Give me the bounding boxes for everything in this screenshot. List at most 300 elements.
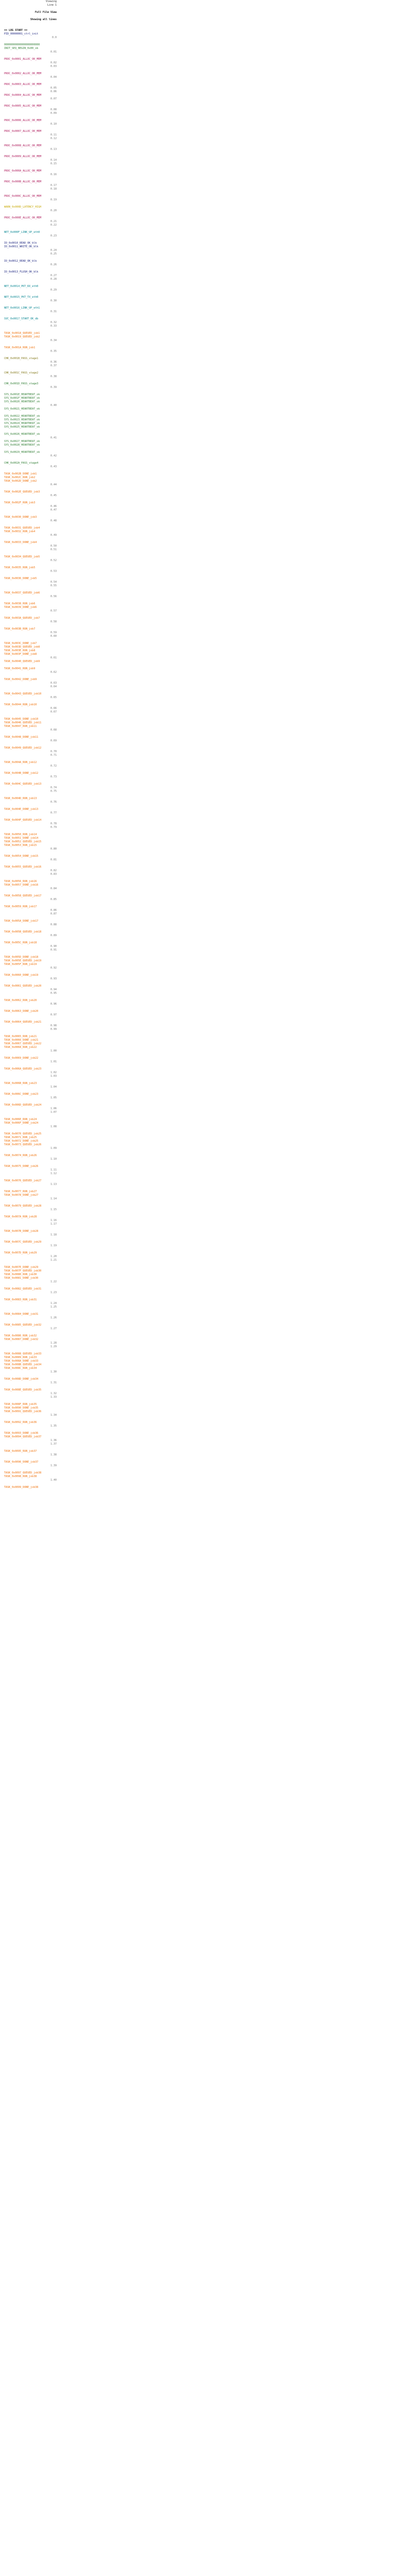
log-blank (4, 69, 61, 72)
log-timestamp: 0.96 (50, 1003, 57, 1006)
log-timestamp: 0.19 (50, 198, 57, 201)
log-line: TASK_0x004D_RUN_job13 (4, 797, 37, 800)
log-line: PROC_0x0004_ALLOC_OK_MEM (4, 94, 42, 97)
log-line: TASK_0x0076_QUEUED_job27 (4, 1179, 42, 1182)
log-line: TASK_0x005E_QUEUED_job19 (4, 959, 42, 962)
log-timestamp: 1.39 (50, 1464, 57, 1467)
log-line: WARN_0x000D_LATENCY_HIGH (4, 206, 42, 209)
log-timestamp: 0.05 (50, 87, 57, 90)
log-line: TASK_0x003F_DONE_job8 (4, 653, 37, 656)
log-line: SYS_0x001E_HEARTBEAT_ok (4, 393, 40, 396)
log-timestamp: 0.89 (50, 934, 57, 937)
log-blank (4, 523, 61, 527)
log-line: TASK_0x002F_RUN_job3 (4, 501, 36, 504)
log-line: SYS_0x0026_HEARTBEAT_ok (4, 433, 40, 436)
log-blank (4, 1237, 61, 1241)
log-timestamp: 1.20 (50, 1255, 57, 1258)
log-timestamp: 0.06 (50, 90, 57, 93)
log-blank (4, 177, 61, 180)
log-timestamp: 0.38 (50, 375, 57, 378)
log-line: TASK_0x001A_RUN_job1 (4, 346, 36, 349)
log-line: TASK_0x004E_DONE_job13 (4, 808, 39, 811)
log-timestamp: 1.01 (50, 1060, 57, 1063)
log-blank (4, 1385, 61, 1388)
log-blank (4, 552, 61, 555)
log-timestamp: 1.24 (50, 1302, 57, 1305)
viewer-label: Viewing (45, 0, 57, 3)
log-blank (4, 624, 61, 628)
log-line: TASK_0x0047_RUN_job11 (4, 725, 37, 728)
log-timestamp: 0.80 (50, 848, 57, 851)
log-line: TASK_0x0052_QUEUED_job15 (4, 840, 42, 843)
log-blank (4, 151, 61, 155)
log-line: SYS_0x0027_HEARTBEAT_ok (4, 440, 40, 443)
log-timestamp: 0.43 (50, 465, 57, 468)
log-blank (4, 469, 61, 472)
log-line: IO_0x0011_WRITE_OK_blk (4, 245, 39, 248)
log-line: TASK_0x004A_RUN_job12 (4, 761, 37, 764)
log-line: PROC_0x0008_ALLOC_OK_MEM (4, 144, 42, 147)
log-line: TASK_0x006C_DONE_job23 (4, 1093, 39, 1096)
log-line: NET_0x0016_LINK_UP_eth1 (4, 307, 40, 310)
log-timestamp: 1.00 (50, 1049, 57, 1053)
log-line: TASK_0x0073_QUEUED_job26 (4, 1143, 42, 1146)
log-line: TASK_0x0050_RUN_job14 (4, 833, 37, 836)
log-blank (4, 1176, 61, 1179)
log-timestamp: 0.78 (50, 822, 57, 825)
log-timestamp: 1.02 (50, 1071, 57, 1074)
log-blank (4, 1212, 61, 1215)
log-line: TASK_0x0064_QUEUED_job21 (4, 1021, 42, 1024)
log-timestamp: 0.39 (50, 386, 57, 389)
log-line: TASK_0x0044_RUN_job10 (4, 703, 37, 706)
log-line: TASK_0x006D_QUEUED_job24 (4, 1104, 42, 1107)
log-line: TASK_0x002B_DONE_job1 (4, 472, 37, 476)
log-line: TASK_0x0071_RUN_job25 (4, 1136, 37, 1139)
log-line: TASK_0x0093_DONE_job36 (4, 1432, 39, 1435)
log-blank (4, 1064, 61, 1067)
log-timestamp: 0.13 (50, 148, 57, 151)
log-timestamp: 0.76 (50, 801, 57, 804)
log-line: TASK_0x0043_QUEUED_job10 (4, 692, 42, 696)
log-timestamp: 0.93 (50, 977, 57, 980)
log-line: TASK_0x0040_QUEUED_job9 (4, 660, 40, 663)
log-blank (4, 995, 61, 999)
log-blank (4, 353, 61, 357)
log-line: TASK_0x0055_QUEUED_job16 (4, 866, 42, 869)
log-timestamp: 1.06 (50, 1107, 57, 1110)
log-line: TASK_0x002D_DONE_job2 (4, 480, 37, 483)
log-line: TASK_0x0068_RUN_job22 (4, 1046, 37, 1049)
log-timestamp: 0.99 (50, 1028, 57, 1031)
log-line: TASK_0x0065_RUN_job21 (4, 1035, 37, 1038)
log-line: TASK_0x0096_DONE_job37 (4, 1461, 39, 1464)
log-line: TASK_0x008C_RUN_job34 (4, 1367, 37, 1370)
log-blank (4, 952, 61, 956)
log-blank (4, 328, 61, 332)
log-blank (4, 447, 61, 451)
log-timestamp: 0.01 (50, 50, 57, 54)
log-timestamp: 0.74 (50, 786, 57, 789)
log-timestamp: 0.88 (50, 923, 57, 926)
log-line: TASK_0x0072_DONE_job25 (4, 1140, 39, 1143)
log-line: SYS_0x0029_HEARTBEAT_ok (4, 451, 40, 454)
log-timestamp: 0.86 (50, 909, 57, 912)
log-blank (4, 191, 61, 195)
log-line: TASK_0x0099_DONE_job38 (4, 1486, 39, 1489)
log-line: CHK_0x001B_PASS_stage1 (4, 357, 39, 360)
log-line: TASK_0x0087_DONE_job32 (4, 1338, 39, 1341)
log-line: TASK_0x005F_RUN_job19 (4, 963, 37, 966)
log-blank (4, 938, 61, 941)
log-line: TASK_0x007A_RUN_job28 (4, 1215, 37, 1218)
log-blank (4, 227, 61, 231)
log-line: SVC_0x0017_START_OK_db (4, 317, 39, 320)
log-line: TASK_0x005C_RUN_job18 (4, 941, 37, 944)
log-line: TASK_0x008E_QUEUED_job35 (4, 1388, 42, 1392)
log-line: TASK_0x0060_DONE_job19 (4, 974, 39, 977)
log-line: TASK_0x0035_RUN_job5 (4, 566, 36, 569)
log-timestamp: 0.30 (50, 299, 57, 302)
log-line: TASK_0x0083_RUN_job31 (4, 1298, 37, 1301)
log-timestamp: 0.61 (50, 656, 57, 659)
log-column (4, 0, 61, 1489)
log-line: SYS_0x0024_HEARTBEAT_ok (4, 422, 40, 425)
log-line: SYS_0x001F_HEARTBEAT_ok (4, 397, 40, 400)
log-timestamp: 0.12 (50, 137, 57, 140)
log-timestamp: 0.23 (50, 234, 57, 238)
log-timestamp: 0.24 (50, 249, 57, 252)
log-line: TASK_0x0090_DONE_job35 (4, 1406, 39, 1410)
log-timestamp: 0.25 (50, 252, 57, 256)
log-line: TASK_0x003A_QUEUED_job7 (4, 617, 40, 620)
log-blank (4, 743, 61, 747)
log-blank (4, 458, 61, 462)
log-line: TASK_0x0038_RUN_job6 (4, 602, 36, 605)
log-blank (4, 862, 61, 866)
log-timestamp: 0.70 (50, 750, 57, 753)
log-line: CHK_0x001C_PASS_stage2 (4, 371, 39, 375)
log-line: TASK_0x0089_RUN_job33 (4, 1356, 37, 1359)
log-blank (4, 281, 61, 285)
log-timestamp: 1.19 (50, 1244, 57, 1247)
log-timestamp: 1.35 (50, 1425, 57, 1428)
log-line: TASK_0x0054_DONE_job15 (4, 855, 39, 858)
log-timestamp: 1.37 (50, 1443, 57, 1446)
log-timestamp: 0.45 (50, 494, 57, 497)
log-timestamp: 0.58 (50, 620, 57, 623)
log-blank (4, 1100, 61, 1104)
log-blank (4, 303, 61, 307)
log-line: TASK_0x0098_RUN_job38 (4, 1475, 37, 1478)
log-line: SYS_0x0021_HEARTBEAT_ok (4, 408, 40, 411)
log-blank (4, 927, 61, 930)
log-blank (4, 166, 61, 170)
log-blank (4, 141, 61, 144)
log-blank (4, 829, 61, 833)
log-timestamp: 0.95 (50, 992, 57, 995)
log-line: PROC_0x000E_ALLOC_OK_MEM (4, 216, 42, 219)
log-line: TASK_0x0080_RUN_job30 (4, 1273, 37, 1276)
log-blank (4, 314, 61, 317)
log-timestamp: 0.97 (50, 1013, 57, 1016)
log-line: PROC_0x0005_ALLOC_OK_MEM (4, 105, 42, 108)
log-line: TASK_0x002C_RUN_job2 (4, 476, 36, 479)
log-line: CHK_0x001D_PASS_stage3 (4, 382, 39, 385)
log-blank (4, 1129, 61, 1132)
log-line: TASK_0x003B_RUN_job7 (4, 628, 36, 631)
log-timestamp: 1.15 (50, 1208, 57, 1211)
log-line: TASK_0x0069_DONE_job22 (4, 1057, 39, 1060)
log-blank (4, 1031, 61, 1035)
log-timestamp: 0.51 (50, 548, 57, 551)
log-line: TASK_0x0061_QUEUED_job20 (4, 985, 42, 988)
log-line: TASK_0x0031_QUEUED_job4 (4, 527, 40, 530)
log-line: INIT_SEQ_BEGIN_0x00_ok (4, 47, 39, 50)
log-blank (4, 1417, 61, 1421)
log-timestamp: 1.31 (50, 1381, 57, 1384)
log-timestamp: 0.44 (50, 483, 57, 486)
log-timestamp: 1.13 (50, 1183, 57, 1186)
log-line: TASK_0x005A_DONE_job17 (4, 920, 39, 923)
log-timestamp: 0.98 (50, 1024, 57, 1027)
log-line: TASK_0x0070_QUEUED_job25 (4, 1132, 42, 1136)
log-timestamp: 1.26 (50, 1316, 57, 1319)
log-blank (4, 1349, 61, 1352)
log-timestamp: 0.35 (50, 350, 57, 353)
log-line: TASK_0x0051_DONE_job14 (4, 837, 39, 840)
log-timestamp: 0.62 (50, 671, 57, 674)
log-timestamp: 1.32 (50, 1392, 57, 1395)
log-timestamp: 0.03 (50, 65, 57, 68)
log-timestamp: 0.68 (50, 728, 57, 732)
log-timestamp: 1.36 (50, 1439, 57, 1442)
log-timestamp: 0.60 (50, 635, 57, 638)
log-timestamp: 0.36 (50, 361, 57, 364)
log-blank (4, 1446, 61, 1450)
log-timestamp: 1.18 (50, 1233, 57, 1236)
log-line: TASK_0x0094_QUEUED_job37 (4, 1435, 42, 1438)
log-timestamp: 0.64 (50, 685, 57, 688)
log-timestamp: 0.08 (50, 108, 57, 111)
log-timestamp: 0.79 (50, 826, 57, 829)
log-blank (4, 732, 61, 736)
log-line: SYS_0x0020_HEARTBEAT_ok (4, 400, 40, 403)
log-line: TASK_0x0077_RUN_job27 (4, 1190, 37, 1193)
log-blank (4, 1150, 61, 1154)
log-timestamp: 0.75 (50, 790, 57, 793)
log-blank (4, 638, 61, 642)
log-timestamp: 1.22 (50, 1280, 57, 1283)
log-line: IO_0x0012_READ_OK_blk (4, 260, 37, 263)
log-timestamp: 0.94 (50, 988, 57, 991)
log-blank (4, 79, 61, 83)
log-blank (4, 256, 61, 260)
page-subtitle: Showing all lines (30, 18, 57, 21)
log-blank (4, 981, 61, 985)
log-blank (4, 1161, 61, 1165)
log-blank (4, 1457, 61, 1461)
log-line: IO_0x0010_READ_OK_blk (4, 242, 37, 245)
log-line: SYS_0x0025_HEARTBEAT_ok (4, 426, 40, 429)
log-blank (4, 101, 61, 105)
log-blank (4, 411, 61, 415)
log-line: TASK_0x0034_QUEUED_job5 (4, 555, 40, 558)
log-line: TASK_0x0091_QUEUED_job36 (4, 1410, 42, 1413)
log-blank (4, 1226, 61, 1230)
log-line: TASK_0x0059_RUN_job17 (4, 905, 37, 908)
log-line: TASK_0x0037_QUEUED_job6 (4, 591, 40, 595)
log-line: TASK_0x0062_RUN_job20 (4, 999, 37, 1002)
log-timestamp: 0.57 (50, 609, 57, 613)
log-line: TASK_0x0067_QUEUED_job22 (4, 1042, 42, 1045)
log-line: TASK_0x0030_DONE_job3 (4, 516, 37, 519)
log-timestamp: 0.22 (50, 224, 57, 227)
log-line: SYS_0x0023_HEARTBEAT_ok (4, 418, 40, 421)
log-line: TASK_0x0041_RUN_job9 (4, 667, 36, 670)
log-blank (4, 389, 61, 393)
log-blank (4, 368, 61, 371)
log-line: TASK_0x0088_QUEUED_job33 (4, 1352, 42, 1355)
log-blank (4, 1201, 61, 1205)
log-timestamp: 0.46 (50, 505, 57, 508)
log-lines (4, 32, 61, 1489)
log-timestamp: 0.55 (50, 584, 57, 587)
log-line: IO_0x0013_FLUSH_OK_blk (4, 270, 39, 274)
log-timestamp: 0.59 (50, 631, 57, 634)
log-blank (4, 876, 61, 880)
log-blank (4, 768, 61, 772)
log-line: TASK_0x0095_RUN_job37 (4, 1450, 37, 1453)
log-line: TASK_0x007C_QUEUED_job29 (4, 1241, 42, 1244)
log-timestamp: 1.33 (50, 1396, 57, 1399)
log-timestamp: 0.31 (50, 310, 57, 313)
log-timestamp: 0.20 (50, 209, 57, 212)
log-timestamp: 1.17 (50, 1223, 57, 1226)
log-timestamp: 1.12 (50, 1172, 57, 1175)
log-line: TASK_0x003C_DONE_job7 (4, 642, 37, 645)
log-timestamp: 1.04 (50, 1086, 57, 1089)
log-timestamp: 0.67 (50, 710, 57, 714)
log-blank (4, 588, 61, 591)
log-timestamp: 0.26 (50, 263, 57, 266)
log-timestamp: 0.32 (50, 321, 57, 324)
log-timestamp: 0.84 (50, 887, 57, 890)
log-line: TASK_0x0081_DONE_job30 (4, 1277, 39, 1280)
log-timestamp: 1.16 (50, 1219, 57, 1222)
log-line: TASK_0x005B_QUEUED_job18 (4, 930, 42, 934)
log-timestamp: 0.77 (50, 811, 57, 815)
log-timestamp: 1.10 (50, 1158, 57, 1161)
log-line: CHK_0x002A_PASS_stage4 (4, 462, 39, 465)
log-blank (4, 1017, 61, 1021)
log-blank (4, 126, 61, 130)
section-marker: == LOG START == (4, 29, 28, 32)
log-blank (4, 238, 61, 242)
log-timestamp: 0.66 (50, 707, 57, 710)
log-line: TASK_0x0056_RUN_job16 (4, 880, 37, 883)
log-blank (4, 1482, 61, 1486)
log-line: TASK_0x0053_RUN_job15 (4, 844, 37, 847)
log-blank (4, 664, 61, 667)
log-line: PROC_0x0007_ALLOC_OK_MEM (4, 130, 42, 133)
log-blank (4, 1006, 61, 1010)
log-line: TASK_0x0092_RUN_job36 (4, 1421, 37, 1424)
log-timestamp: 0.16 (50, 173, 57, 176)
log-timestamp: 0.92 (50, 967, 57, 970)
log-line: TASK_0x003D_QUEUED_job8 (4, 646, 40, 649)
log-blank (4, 1078, 61, 1082)
log-blank (4, 1053, 61, 1057)
log-line: TASK_0x0036_DONE_job5 (4, 577, 37, 580)
log-blank (4, 700, 61, 703)
log-timestamp: 0.41 (50, 436, 57, 439)
log-blank (4, 202, 61, 206)
log-blank (4, 1089, 61, 1093)
log-line: TASK_0x003E_RUN_job8 (4, 649, 36, 652)
log-line: SYS_0x0028_HEARTBEAT_ok (4, 444, 40, 447)
log-timestamp: 0.90 (50, 945, 57, 948)
log-line: TASK_0x0045_DONE_job10 (4, 718, 39, 721)
log-timestamp: 0.91 (50, 948, 57, 952)
log-timestamp: 0.83 (50, 873, 57, 876)
log-blank (4, 851, 61, 855)
log-line: TASK_0x007E_DONE_job29 (4, 1266, 39, 1269)
log-line: TASK_0x004C_QUEUED_job13 (4, 783, 42, 786)
log-line: PROC_0x0001_ALLOC_OK_MEM (4, 58, 42, 61)
log-line: TASK_0x0039_DONE_job6 (4, 606, 37, 609)
log-line: NET_0x000F_LINK_UP_eth0 (4, 231, 40, 234)
log-blank (4, 1248, 61, 1251)
log-blank (4, 512, 61, 516)
log-line: TASK_0x0078_DONE_job27 (4, 1194, 39, 1197)
log-timestamp: 0.53 (50, 570, 57, 573)
log-timestamp: 0.42 (50, 454, 57, 457)
log-timestamp: 1.40 (50, 1479, 57, 1482)
log-blank (4, 714, 61, 718)
log-line: TASK_0x0063_DONE_job20 (4, 1010, 39, 1013)
log-blank (4, 115, 61, 119)
log-blank (4, 1468, 61, 1471)
log-line: TASK_0x0042_DONE_job9 (4, 678, 37, 681)
log-line: PROC_0x000C_ALLOC_OK_MEM (4, 195, 42, 198)
log-blank (4, 487, 61, 490)
log-timestamp: 0.54 (50, 581, 57, 584)
log-blank (4, 429, 61, 433)
log-blank (4, 613, 61, 617)
log-line: TASK_0x006A_QUEUED_job23 (4, 1067, 42, 1071)
log-blank (4, 1309, 61, 1313)
log-line: TASK_0x0018_QUEUED_job1 (4, 332, 40, 335)
log-blank (4, 498, 61, 501)
log-line: TASK_0x007D_RUN_job29 (4, 1251, 37, 1255)
log-line: TASK_0x008F_RUN_job35 (4, 1403, 37, 1406)
log-line: TASK_0x0075_DONE_job26 (4, 1165, 39, 1168)
log-blank (4, 970, 61, 974)
log-timestamp: 1.38 (50, 1453, 57, 1456)
log-line: TASK_0x007F_QUEUED_job30 (4, 1269, 42, 1273)
log-line: 00000000000000000000000 (4, 43, 40, 46)
log-line: PROC_0x0006_ALLOC_OK_MEM (4, 119, 42, 122)
log-line: TASK_0x008A_DONE_job33 (4, 1360, 39, 1363)
log-blank (4, 1295, 61, 1298)
log-timestamp: 0.85 (50, 898, 57, 901)
log-timestamp: 1.34 (50, 1414, 57, 1417)
log-timestamp: 0.40 (50, 404, 57, 407)
log-line: TASK_0x006B_RUN_job23 (4, 1082, 37, 1085)
log-line: PROC_0x0002_ALLOC_OK_MEM (4, 72, 42, 75)
log-timestamp: 0.81 (50, 858, 57, 861)
